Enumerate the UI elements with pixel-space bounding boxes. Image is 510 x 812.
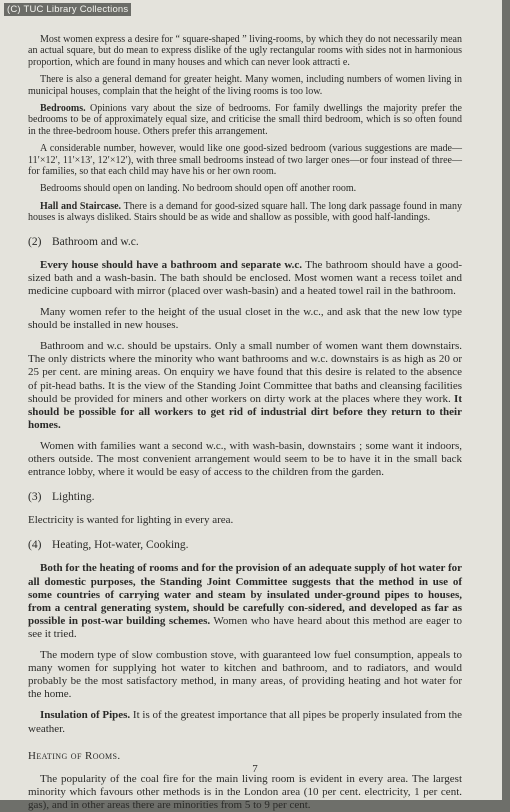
scan-border [502,0,510,800]
insulation-paragraph: Insulation of Pipes. It is of the greatest importance that all pipes be properly insulated from the weather. [28,709,462,735]
page-number: 7 [252,763,258,775]
heating-paragraph-2: The modern type of slow combustion stove, with guaranteed low fuel consumption, appeals to many women for supplying hot water to kitchen and bathroom, and to radiators, and would probably be the most satisfactory method, in many areas, of providing heating and hot water for the home. [28,649,462,701]
section-heading-bathroom: (2) Bathroom and w.c. [28,235,139,248]
hall-heading: Hall and Staircase. [40,200,122,212]
heating-rooms-paragraph: The popularity of the coal fire for the main living room is evident in every area. The largest minority which favours other methods is in the London area (10 per cent. electricity, 1 per cent. gas), and in other areas there are minorities from 5 to 9 per cent. [28,772,462,811]
heating-rooms-block [28,750,462,812]
insulation-heading: Insulation of Pipes. [40,709,131,722]
section-heading-lighting: (3) Lighting. [28,491,95,504]
heating-bold-statement: Both for the heating of rooms and for the provision of an adequate supply of hot water for all domestic purposes, the Standing Joint Committee suggests that the method in use of some countries of carrying water and steam by insulated under-ground pipes to houses, from a central generating system, should be carefully con-sidered, and developed as far as possible in post-war building schemes. [28,562,462,627]
lighting-paragraph: Electricity is wanted for lighting in every area. [28,514,234,527]
section-heading-heating: (4) Heating, Hot-water, Cooking. [28,539,189,552]
section-lighting [28,491,462,527]
bathroom-paragraph-4: Women with families want a second w.c., with wash-basin, downstairs ; some want it indoors, others outside. The most convenient arrangement would seem to be to have it in the small back entrance lobby, where it would be easy of access to the children from the garden. [28,439,462,479]
living-room-paragraph-1: Most women express a desire for “ square-shaped ” living-rooms, by which they do not necessarily mean an actual square, but do mean to express dislike of the ugly rectangular rooms with sides not in harmonious proportion, which are found in many houses and which can never look attracti e. [28,34,462,68]
hall-text: There is a demand for good-sized square hall. The long dark passage found in many houses is always disliked. Stairs should be as wide and shallow as possible, with good half-landings. [28,200,462,224]
bathroom-paragraph-3: Bathroom and w.c. should be upstairs. Only a small number of women want them downstairs. The only districts where the minority who want bathrooms and w.c. downstairs is as high as 20 or 25 per cent. are mining areas. On enquiry we have found that this desire is related to the absence of pit-head baths. It is the view of the Standing Joint Committee that baths and cleansing facilities should be provided for miners and other workers on dirty work at the places where they work. It should be possible for all workers to get rid of industrial dirt before they return to their homes. [28,340,462,431]
bathroom-paragraph-2: Many women refer to the height of the usual closet in the w.c., and ask that the new low type should be installed in new houses. [28,306,462,332]
section-bathroom [28,236,462,480]
living-room-paragraph-2: There is also a general demand for greater height. Many women, including numbers of women living in municipal houses, complain that the height of the living rooms is too low. [28,74,462,97]
bedrooms-text: Opinions vary about the size of bedrooms. For family dwellings the majority prefer the bedrooms to be of approximately equal size, and criticise the small third bedroom, which is so often found in the three-bedroom house. Others prefer this arrangement. [28,103,462,137]
heating-rooms-heading: Heating of Rooms. [28,749,121,762]
bedrooms-paragraph-2: A considerable number, however, would like one good-sized bedroom (various suggestions are made—11′×12′, 11′×13′, 12′×12′), with three small bedrooms instead of two larger ones—or four instead of three—for families, so that each child may have his or her own room. [28,143,462,178]
living-room-block [28,34,462,224]
bedrooms-heading: Bedrooms. [40,103,86,115]
watermark: (C) TUC Library Collections [4,3,131,16]
section-heating [28,539,462,735]
bathroom-lead: Every house should have a bathroom and separate w.c. [40,258,303,271]
bathroom-bold-statement: It should be possible for all workers to get rid of industrial dirt before they return to their homes. [28,392,462,431]
bedrooms-paragraph-3: Bedrooms should open on landing. No bedroom should open off another room. [40,183,357,195]
heating-paragraph-1: Both for the heating of rooms and for the provision of an adequate supply of hot water for all domestic purposes, the Standing Joint Committee suggests that the method in use of some countries of carrying water and steam by insulated under-ground pipes to houses, from a central generating system, should be carefully con-sidered, and developed as far as possible in post-war building schemes. Women who have heard about this method are eager to see it tried. [28,562,462,640]
bedrooms-paragraph-1 [28,103,462,137]
bathroom-paragraph-1: Every house should have a bathroom and separate w.c. The bathroom should have a good-sized bath and a wash-basin. The bath should be enclosed. Most women want a recess toilet and medicine cupboard with mirror (placed over wash-basin) and a heated towel rail in the bathroom. [28,258,462,297]
hall-paragraph [28,201,462,224]
